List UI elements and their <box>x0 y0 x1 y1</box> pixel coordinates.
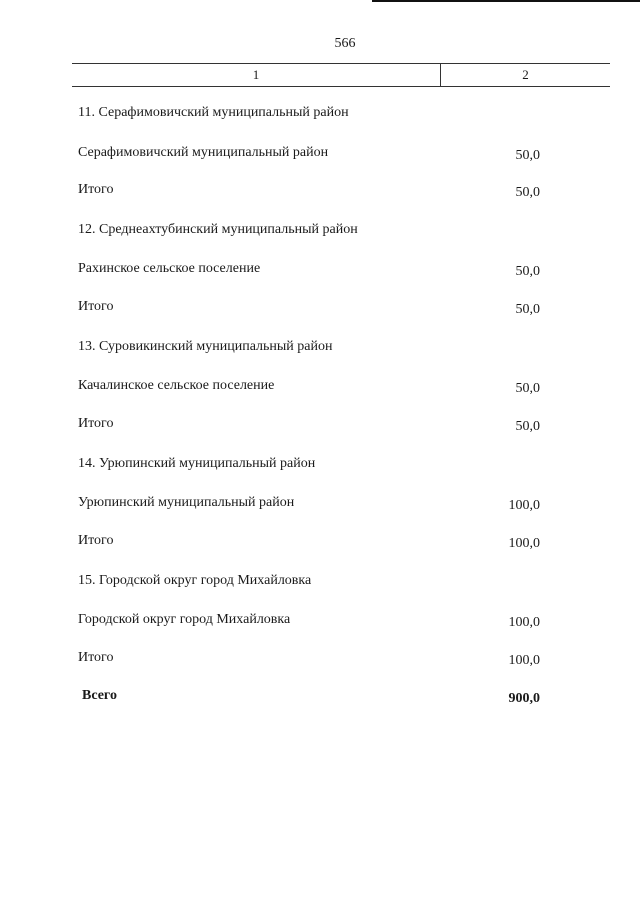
row-label: Итого <box>78 650 114 665</box>
row-label: 12. Среднеахтубинский муниципальный район <box>78 222 358 237</box>
row-value: 100,0 <box>508 653 540 668</box>
row-label: Итого <box>78 416 114 431</box>
row-label: Качалинское сельское поселение <box>78 378 275 393</box>
row-label: Итого <box>78 299 114 314</box>
top-rule <box>372 0 640 2</box>
row-value: 100,0 <box>508 498 540 513</box>
row-value: 900,0 <box>508 691 540 706</box>
column-header-2: 2 <box>522 67 529 82</box>
row-label: Рахинское сельское поселение <box>78 261 261 276</box>
row-value: 100,0 <box>508 615 540 630</box>
row-label: 15. Городской округ город Михайловка <box>78 573 312 588</box>
row-label: Городской округ город Михайловка <box>78 612 291 627</box>
row-label: Итого <box>78 533 114 548</box>
table-header <box>72 63 610 87</box>
row-label: Урюпинский муниципальный район <box>78 495 295 510</box>
row-value: 50,0 <box>515 381 540 396</box>
row-value: 50,0 <box>515 185 540 200</box>
page-number: 566 <box>334 36 356 51</box>
row-value: 50,0 <box>515 264 540 279</box>
row-label: Итого <box>78 182 114 197</box>
column-header-1: 1 <box>72 64 441 86</box>
row-label: Серафимовичский муниципальный район <box>78 145 329 160</box>
row-value: 100,0 <box>508 536 540 551</box>
row-label: Всего <box>82 688 117 703</box>
row-value: 50,0 <box>515 302 540 317</box>
row-value: 50,0 <box>515 148 540 163</box>
row-label: 13. Суровикинский муниципальный район <box>78 339 333 354</box>
row-value: 50,0 <box>515 419 540 434</box>
row-label: 14. Урюпинский муниципальный район <box>78 456 316 471</box>
row-label: 11. Серафимовичский муниципальный район <box>78 105 349 120</box>
